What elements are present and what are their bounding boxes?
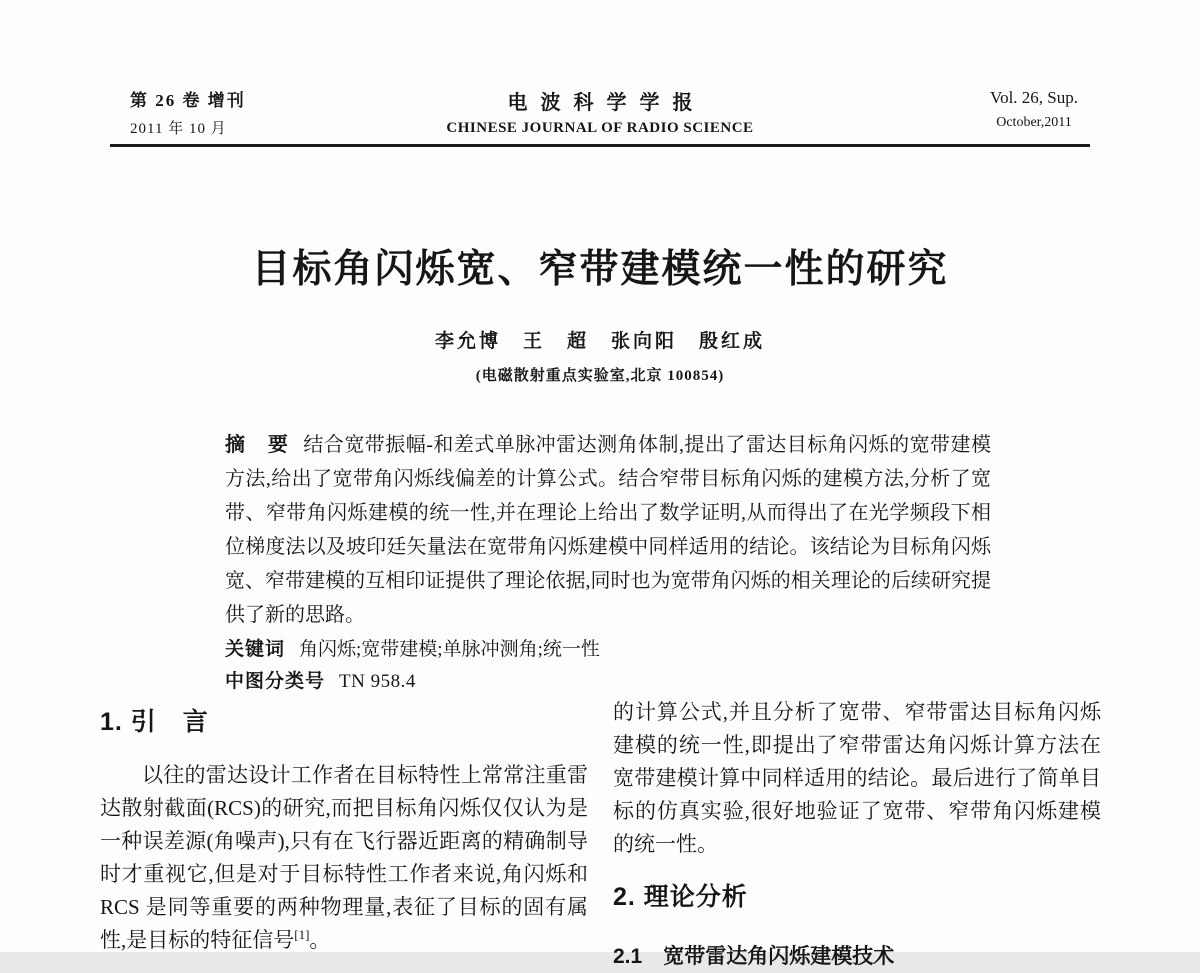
abstract-text: 结合宽带振幅-和差式单脉冲雷达测角体制,提出了雷达目标角闪烁的宽带建模方法,给出了宽带角闪烁线偏差的计算公式。结合窄带目标角闪烁的建模方法,分析了宽带、窄带角闪烁建模的统一性,并在理论上给出了数学证明,从而得出了在光学频段下相位梯度法以及坡印廷矢量法在宽带角闪烁建模中同样适用的结论。该结论为目标角闪烁宽、窄带建模的互相印证提供了理论依据,同时也为宽带角闪烁的相关理论的后续研究提供了新的思路。: [225, 434, 991, 626]
affiliation: (电磁散射重点实验室,北京 100854): [475, 368, 725, 384]
continuation-paragraph: 的计算公式,并且分析了宽带、窄带雷达目标角闪烁建模的统一性,即提出了窄带雷达角闪烁计算方法在宽带建模计算中同样适用的结论。最后进行了简单目标的仿真实验,很好地验证了宽带、窄带角闪烁建模的统一性。: [613, 700, 1101, 856]
subsection-heading-wideband-modeling: 2.1 宽带雷达角闪烁建模技术: [613, 945, 895, 968]
keywords-line: [225, 634, 991, 661]
clc-label: 中图分类号: [225, 671, 326, 692]
section-heading-theory: 2. 理论分析: [613, 883, 748, 911]
volume-label-en: Vol. 26, Sup.: [989, 88, 1078, 107]
body-column-left: [100, 706, 588, 957]
abstract-block: [225, 428, 991, 632]
keywords-text: 角闪烁;宽带建模;单脉冲测角;统一性: [299, 639, 600, 660]
header-rule: [110, 144, 1090, 147]
citation-marker: [1]: [294, 927, 310, 942]
abstract-label: 摘 要: [225, 434, 290, 456]
clc-line: [225, 666, 991, 693]
body-column-right: [613, 696, 1101, 973]
keywords-label: 关键词: [225, 639, 286, 660]
clc-value: TN 958.4: [339, 671, 416, 692]
introduction-paragraph: [100, 759, 588, 957]
issue-date-cn: 2011 年 10 月: [130, 121, 227, 137]
introduction-text: 以往的雷达设计工作者在目标特性上常常注重雷达散射截面(RCS)的研究,而把目标角闪烁仅仅认为是一种误差源(角噪声),只有在飞行器近距离的精确制导时才重视它,但是对于目标特性工作者来说,角闪烁和 RCS 是同等重要的两种物理量,表征了目标的固有属性,是目标的特征信号: [100, 763, 588, 952]
journal-title-cn: 电波科学学报: [507, 92, 706, 114]
volume-issue-label: 第 26 卷 增刊: [130, 91, 246, 110]
section-heading-introduction: 1. 引 言: [100, 708, 209, 736]
header-volume-info-en: [990, 88, 1078, 131]
issue-date-en: October,2011: [996, 115, 1072, 130]
introduction-period: 。: [309, 928, 331, 952]
article-title: 目标角闪烁宽、窄带建模统一性的研究: [251, 248, 949, 291]
journal-title-en: CHINESE JOURNAL OF RADIO SCIENCE: [446, 120, 754, 136]
author-list: 李允博 王 超 张向阳 殷红成: [434, 331, 765, 352]
